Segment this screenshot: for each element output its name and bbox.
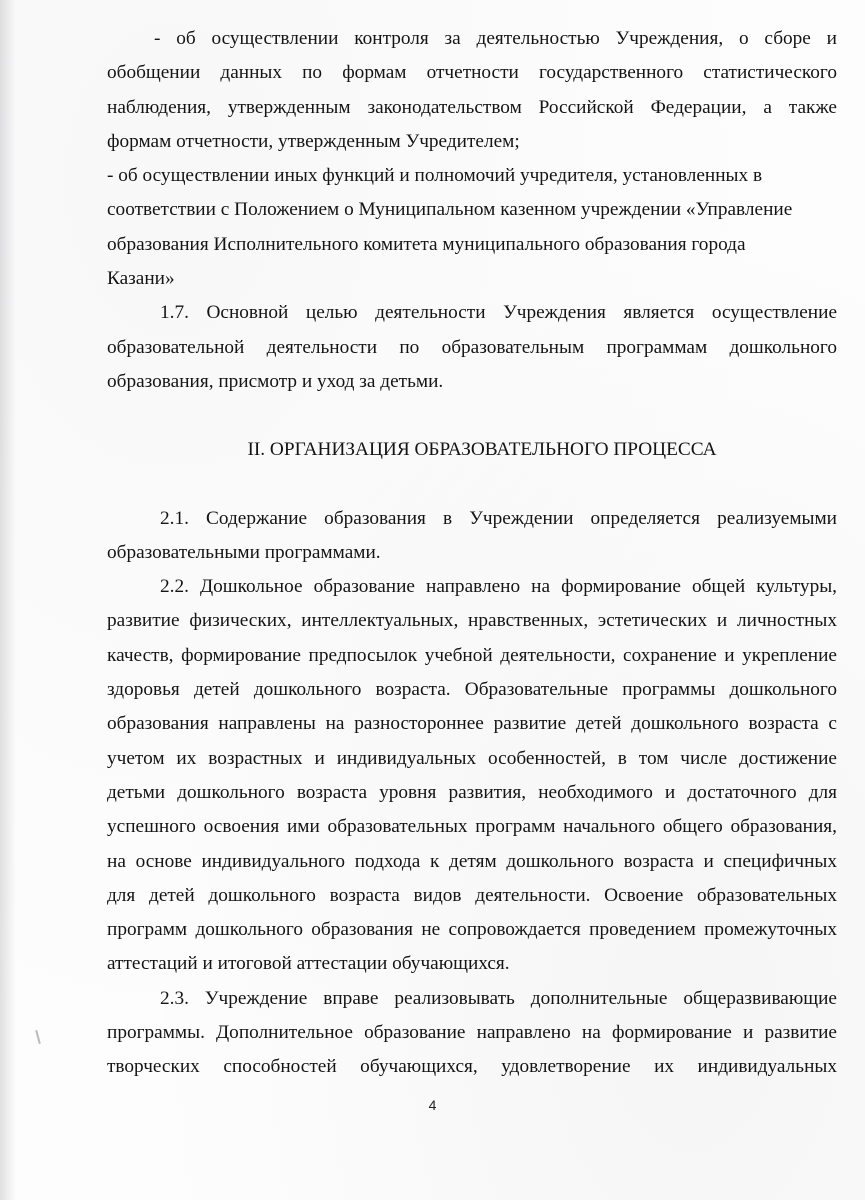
text-line: развитие физических, интеллектуальных, нравственных, эстетических и личностных [107, 610, 837, 632]
text-line: образовательной деятельности по образовательным программам дошкольного [107, 336, 837, 358]
text-line: 1.7. Основной целью деятельности Учреждения является осуществление [160, 302, 837, 324]
text-line: - об осуществлении контроля за деятельностью Учреждения, о сборе и [154, 28, 837, 49]
text-line: обобщении данных по формам отчетности государственного статистического [107, 62, 837, 84]
text-line: творческих способностей обучающихся, удовлетворение их индивидуальных [107, 1056, 837, 1078]
text-line: здоровья детей дошкольного возраста. Образовательные программы дошкольного [107, 679, 837, 701]
section-heading: II. ОРГАНИЗАЦИЯ ОБРАЗОВАТЕЛЬНОГО ПРОЦЕССА [247, 439, 717, 461]
text-line: образования Исполнительного комитета муниципального образования города [107, 233, 746, 255]
page-shadow-edge [0, 0, 16, 1200]
page-number: 4 [428, 1097, 437, 1113]
text-line: программ дошкольного образования не сопровождается проведением промежуточных [107, 919, 837, 941]
text-line: соответствии с Положением о Муниципальном казенном учреждении «Управление [107, 199, 793, 221]
text-line: формам отчетности, утвержденным Учредителем; [107, 130, 520, 152]
text-line: наблюдения, утвержденным законодательством Российской Федерации, а также [107, 96, 837, 118]
text-line: успешного освоения ими образовательных программ начального общего образования, [107, 816, 837, 838]
text-line: - об осуществлении иных функций и полномочий учредителя, установленных в [107, 165, 763, 187]
text-line: 2.2. Дошкольное образование направлено на формирование общей культуры, [160, 576, 837, 598]
text-line: учетом их возрастных и индивидуальных особенностей, в том числе достижение [107, 747, 837, 769]
text-line: на основе индивидуального подхода к детям дошкольного возраста и специфичных [107, 850, 837, 872]
text-line: образования, присмотр и уход за детьми. [107, 370, 444, 392]
text-line: 2.1. Содержание образования в Учреждении определяется реализуемыми [160, 507, 837, 529]
text-line: Казани» [107, 268, 175, 290]
text-line: образовательными программами. [107, 541, 381, 563]
text-line: качеств, формирование предпосылок учебной деятельности, сохранение и укрепление [107, 644, 837, 666]
text-line: программы. Дополнительное образование направлено на формирование и развитие [107, 1022, 837, 1044]
text-line: для детей дошкольного возраста видов деятельности. Освоение образовательных [107, 884, 837, 906]
text-line: 2.3. Учреждение вправе реализовывать дополнительные общеразвивающие [160, 987, 837, 1009]
text-line: образования направлены на разностороннее развитие детей дошкольного возраста с [107, 713, 837, 735]
scan-mark [35, 1030, 41, 1044]
document-body [107, 22, 837, 1085]
text-line: аттестаций и итоговой аттестации обучающихся. [107, 953, 510, 975]
text-line: детьми дошкольного возраста уровня развития, необходимого и достаточного для [107, 781, 837, 803]
